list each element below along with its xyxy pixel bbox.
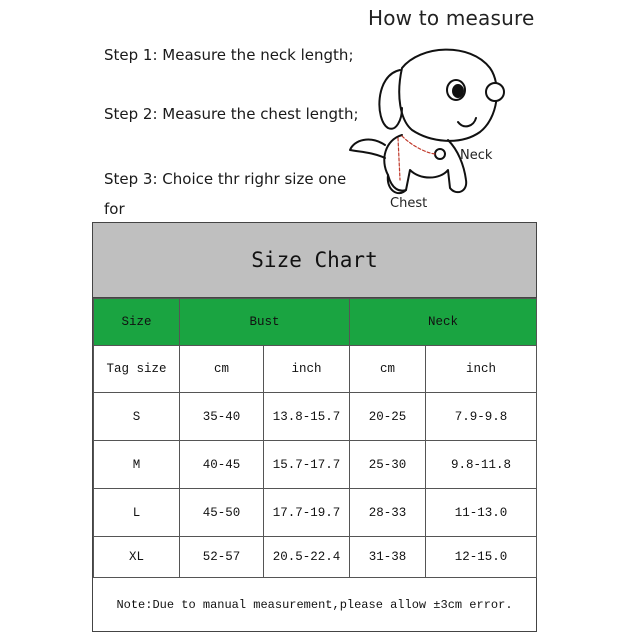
row-size: XL xyxy=(94,537,180,578)
size-chart xyxy=(92,222,537,632)
row-neck-inch: 7.9-9.8 xyxy=(426,393,537,441)
dog-body xyxy=(384,135,466,192)
header-bust: Bust xyxy=(180,299,350,346)
chest-label: Chest xyxy=(390,196,428,211)
row-neck-inch: 9.8-11.8 xyxy=(426,441,537,489)
row-neck-cm: 31-38 xyxy=(350,537,426,578)
step-1-text: Step 1: Measure the neck length; xyxy=(104,46,354,64)
guide-title: How to measure xyxy=(368,6,535,30)
row-bust-inch: 13.8-15.7 xyxy=(264,393,350,441)
row-size: M xyxy=(94,441,180,489)
dog-collar-bell xyxy=(435,149,445,159)
row-bust-inch: 15.7-17.7 xyxy=(264,441,350,489)
tag-size-label: Tag size xyxy=(94,346,180,393)
row-neck-cm: 20-25 xyxy=(350,393,426,441)
dog-tail xyxy=(350,140,385,158)
size-table xyxy=(93,298,537,578)
row-neck-cm: 28-33 xyxy=(350,489,426,537)
row-neck-cm: 25-30 xyxy=(350,441,426,489)
row-bust-cm: 35-40 xyxy=(180,393,264,441)
table-header-row xyxy=(94,299,537,346)
table-row xyxy=(94,441,537,489)
size-chart-title: Size Chart xyxy=(93,223,536,298)
unit-bust-inch: inch xyxy=(264,346,350,393)
dog-illustration xyxy=(340,40,540,220)
table-row xyxy=(94,393,537,441)
table-unit-row xyxy=(94,346,537,393)
row-neck-inch: 12-15.0 xyxy=(426,537,537,578)
row-size: L xyxy=(94,489,180,537)
row-bust-cm: 40-45 xyxy=(180,441,264,489)
row-neck-inch: 11-13.0 xyxy=(426,489,537,537)
measurement-note: Note:Due to manual measurement,please allow ±3cm error. xyxy=(93,577,536,631)
measure-guide xyxy=(0,0,640,222)
dog-mouth xyxy=(458,118,476,126)
chest-measure-line xyxy=(398,138,400,180)
step-2-text: Step 2: Measure the chest length; xyxy=(104,105,359,123)
header-neck: Neck xyxy=(350,299,537,346)
row-bust-inch: 20.5-22.4 xyxy=(264,537,350,578)
table-row xyxy=(94,537,537,578)
row-bust-cm: 52-57 xyxy=(180,537,264,578)
header-size: Size xyxy=(94,299,180,346)
unit-neck-cm: cm xyxy=(350,346,426,393)
unit-neck-inch: inch xyxy=(426,346,537,393)
dog-nose xyxy=(486,83,504,101)
unit-bust-cm: cm xyxy=(180,346,264,393)
row-bust-inch: 17.7-19.7 xyxy=(264,489,350,537)
row-bust-cm: 45-50 xyxy=(180,489,264,537)
row-size: S xyxy=(94,393,180,441)
table-row xyxy=(94,489,537,537)
step-3-line-1: Step 3: Choice thr righr size one for xyxy=(104,170,347,218)
neck-label: Neck xyxy=(460,148,493,163)
